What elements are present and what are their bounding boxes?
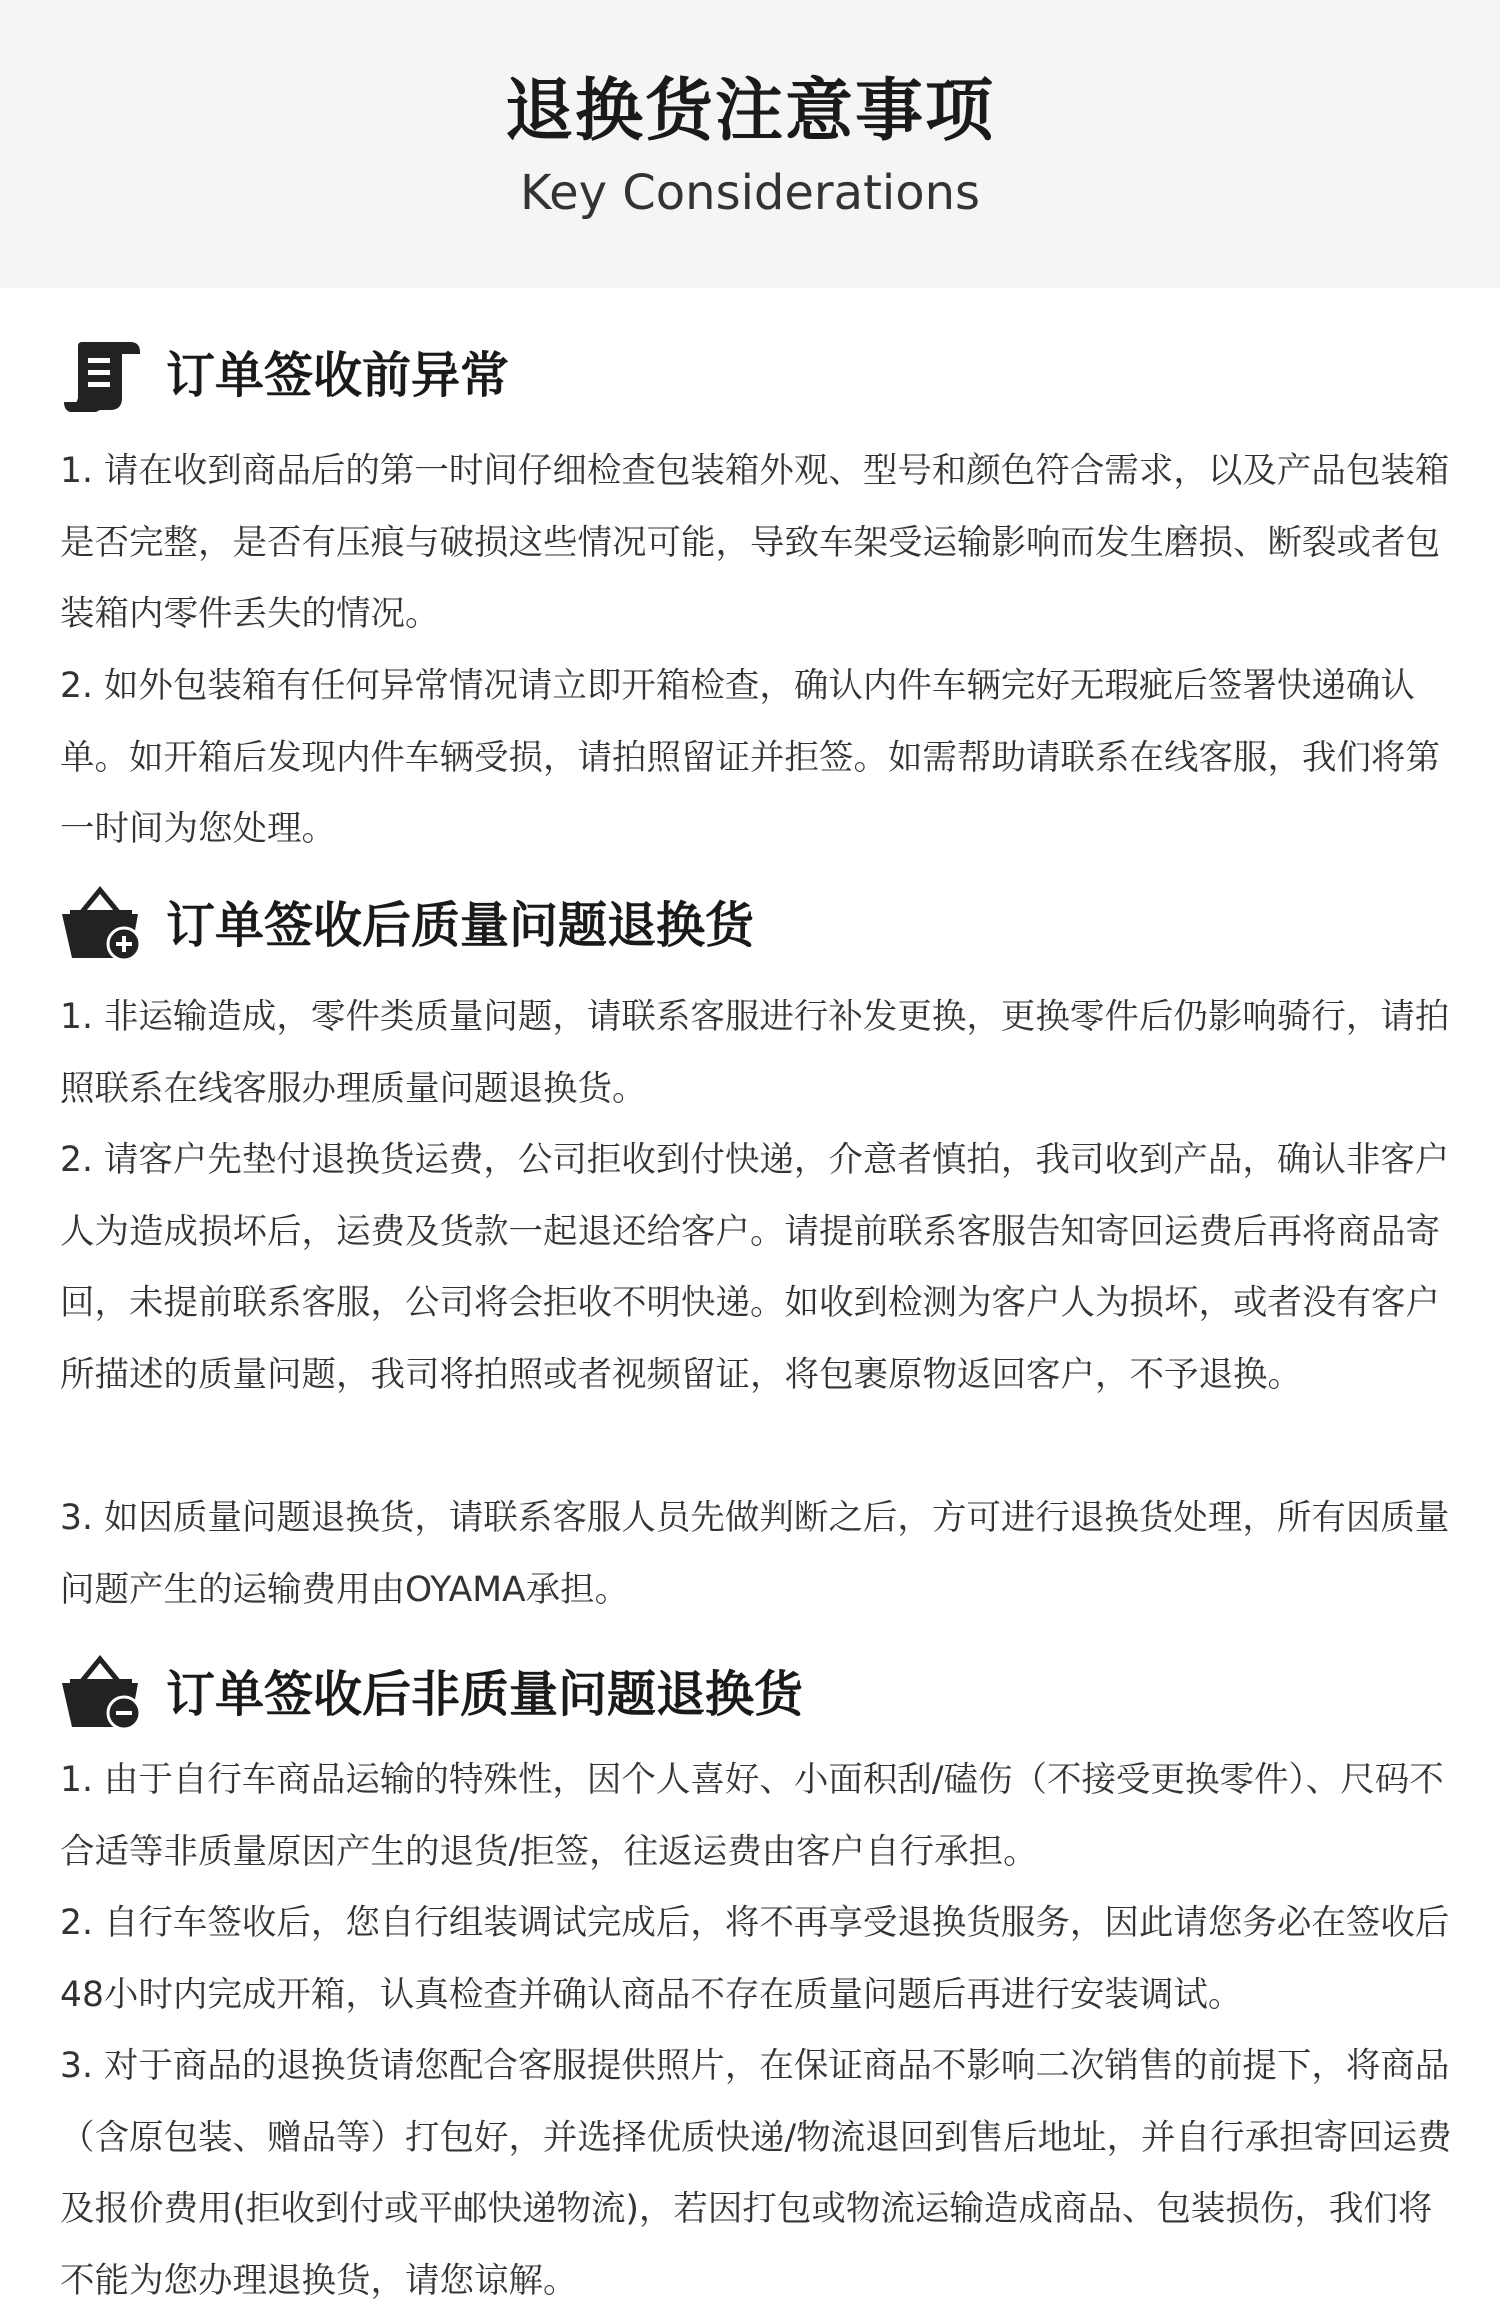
section2-item-2: 2. 请客户先垫付退换货运费，公司拒收到付快递，介意者慎拍，我司收到产品，确认非客户人为造成损坏后，运费及货款一起退还给客户。请提前联系客服告知寄回运费后再将商品寄回，未提前联系客服，公司将会拒收不明快递。如收到检测为客户人为损坏，或者没有客户所描述的质量问题，我司将拍照或者视频留证，将包裹原物返回客户，不予退换。 bbox=[60, 1140, 1450, 1395]
section-title: 订单签收后非质量问题退换货 bbox=[166, 1666, 804, 1723]
page-title: 退换货注意事项 bbox=[504, 72, 995, 151]
page-subtitle: Key Considerations bbox=[519, 165, 981, 221]
receipt-icon bbox=[60, 336, 146, 416]
basket-plus-icon bbox=[60, 886, 146, 966]
section3-item-3: 3. 对于商品的退换货请您配合客服提供照片，在保证商品不影响二次销售的前提下，将商品（含原包装、赠品等）打包好，并选择优质快递/物流退回到售后地址，并自行承担寄回运费及报价费用(拒收到付或平邮快递物流)，若因打包或物流运输造成商品、包装损伤，我们将不能为您办理退换货，请您谅解。 bbox=[60, 2046, 1452, 2301]
section3-item-2: 2. 自行车签收后，您自行组装调试完成后，将不再享受退换货服务，因此请您务必在签收后48小时内完成开箱，认真检查并确认商品不存在质量问题后再进行安装调试。 bbox=[60, 1903, 1450, 2015]
section-header-before-receipt bbox=[60, 336, 1440, 416]
basket-minus-icon bbox=[60, 1655, 146, 1735]
section-header-nonquality-return bbox=[60, 1655, 1440, 1735]
page-header bbox=[0, 0, 1500, 288]
section1-item-1: 1. 请在收到商品后的第一时间仔细检查包装箱外观、型号和颜色符合需求，以及产品包装箱是否完整，是否有压痕与破损这些情况可能，导致车架受运输影响而发生磨损、断裂或者包装箱内零件丢失的情况。 bbox=[60, 451, 1450, 634]
section-title: 订单签收后质量问题退换货 bbox=[166, 897, 755, 954]
section-title: 订单签收前异常 bbox=[166, 347, 510, 404]
section3-item-1: 1. 由于自行车商品运输的特殊性，因个人喜好、小面积刮/磕伤（不接受更换零件）、尺码不合适等非质量原因产生的退货/拒签，往返运费由客户自行承担。 bbox=[60, 1760, 1444, 1872]
section2-item-1: 1. 非运输造成，零件类质量问题，请联系客服进行补发更换，更换零件后仍影响骑行，请拍照联系在线客服办理质量问题退换货。 bbox=[60, 997, 1450, 1109]
section-header-quality-return bbox=[60, 886, 1440, 966]
section1-item-2: 2. 如外包装箱有任何异常情况请立即开箱检查，确认内件车辆完好无瑕疵后签署快递确认单。如开箱后发现内件车辆受损，请拍照留证并拒签。如需帮助请联系在线客服，我们将第一时间为您处理。 bbox=[60, 666, 1440, 849]
section2-item-3: 3. 如因质量问题退换货，请联系客服人员先做判断之后，方可进行退换货处理，所有因质量问题产生的运输费用由OYAMA承担。 bbox=[60, 1498, 1450, 1610]
